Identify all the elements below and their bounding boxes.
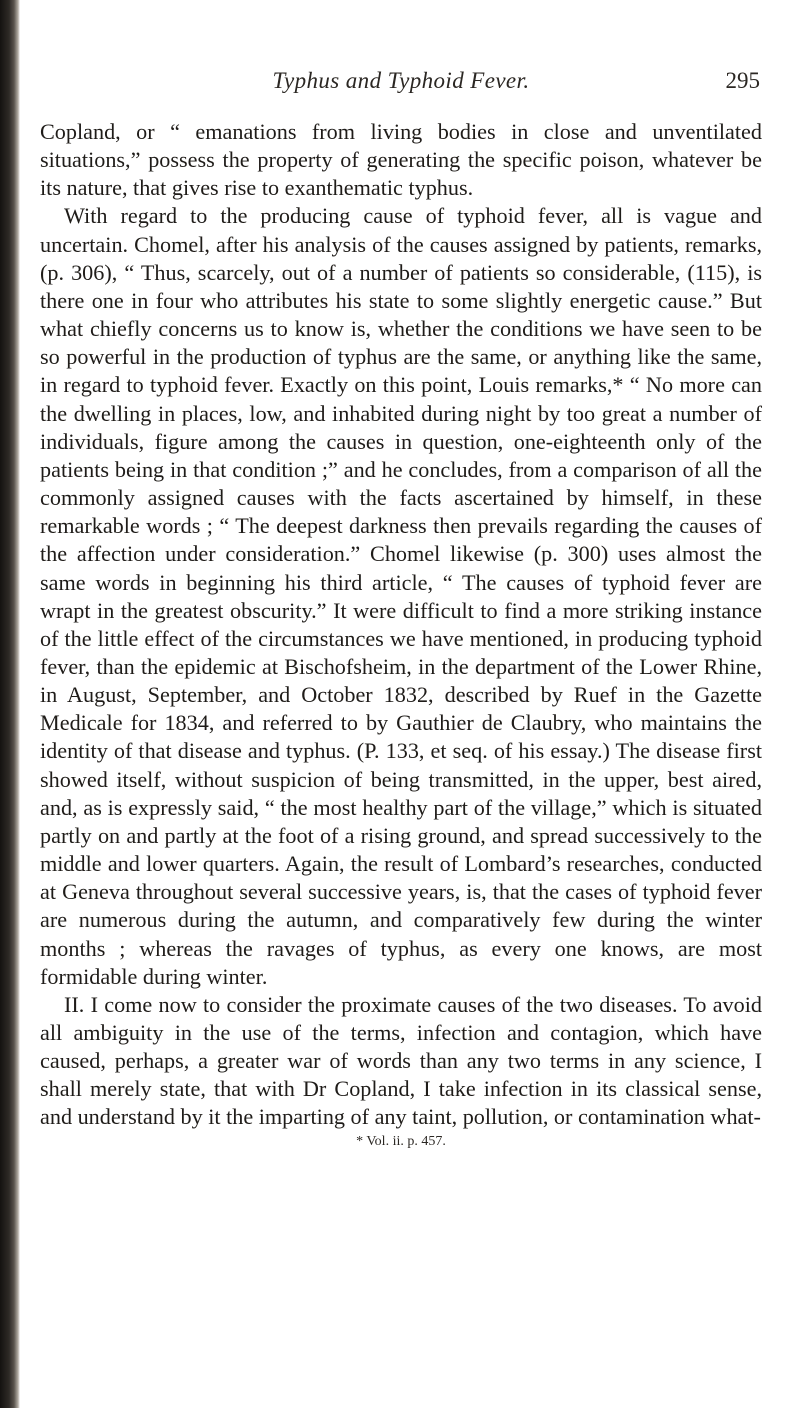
running-title: Typhus and Typhoid Fever. xyxy=(272,68,530,93)
paragraph-continuation: Copland, or “ emanations from living bodies in close and unventilated situations,” possess the property of generating the specific poison, whatever be its nature, that gives rise to exanthematic typhus. xyxy=(40,119,762,201)
paragraph-typhoid-causes: With regard to the producing cause of typhoid fever, all is vague and uncertain. Chomel, after his analysis of the causes assigned by patients, remarks, (p. 306), “ Thus, scarcely, out of a number of patients so considerable, (115), is there one in four who attributes his state to some slightly energetic cause.” But what chiefly concerns us to know is, whether the conditions we have seen to be so powerful in the production of typhus are the same, or anything like the same, in regard to typhoid fever. Exactly on this point, Louis remarks,* “ No more can the dwelling in places, low, and inhabited during night by too great a number of individuals, figure among the causes in question, one-eighteenth only of the patients being in that condition ;” and he concludes, from a comparison of all the commonly assigned causes with the facts ascertained by himself, in these remarkable words ; “ The deepest darkness then prevails regarding the causes of the affection under consideration.” Chomel likewise (p. 300) uses almost the same words in beginning his third article, “ The causes of typhoid fever are wrapt in the greatest obscurity.” It were difficult to find a more striking instance of the little effect of the circumstances we have mentioned, in producing typhoid fever, than the epidemic at Bischofsheim, in the department of the Lower Rhine, in August, September, and October 1832, described by Ruef in the Gazette Medicale for 1834, and referred to by Gauthier de Claubry, who maintains the identity of that disease and typhus. (P. 133, et seq. of his essay.) The disease first showed itself, without suspicion of being transmitted, in the upper, best aired, and, as is expressly said, “ the most healthy part of the village,” which is situated partly on and partly at the foot of a rising ground, and spread successively to the middle and lower quarters. Again, the result of Lombard’s researches, conducted at Geneva throughout several successive years, is, that the cases of typhoid fever are numerous during the autumn, and comparatively few during the winter months ; whereas the ravages of typhus, as every one knows, are most formidable during winter. xyxy=(40,203,762,989)
footnote: * Vol. ii. p. 457. xyxy=(356,1133,446,1149)
paragraph-proximate-causes: II. I come now to consider the proximate causes of the two diseases. To avoid all ambiguity in the use of the terms, infection and contagion, which have caused, perhaps, a greater war of words than any two terms in any science, I shall merely state, that with Dr Copland, I take infection in its classical sense, and understand by it the imparting of any taint, pollution, or contamination what- xyxy=(40,991,762,1130)
running-head xyxy=(40,68,762,108)
body-text xyxy=(40,118,762,1132)
book-page xyxy=(40,68,762,1150)
page-gutter-shadow xyxy=(0,0,20,1408)
page-number: 295 xyxy=(725,68,760,93)
